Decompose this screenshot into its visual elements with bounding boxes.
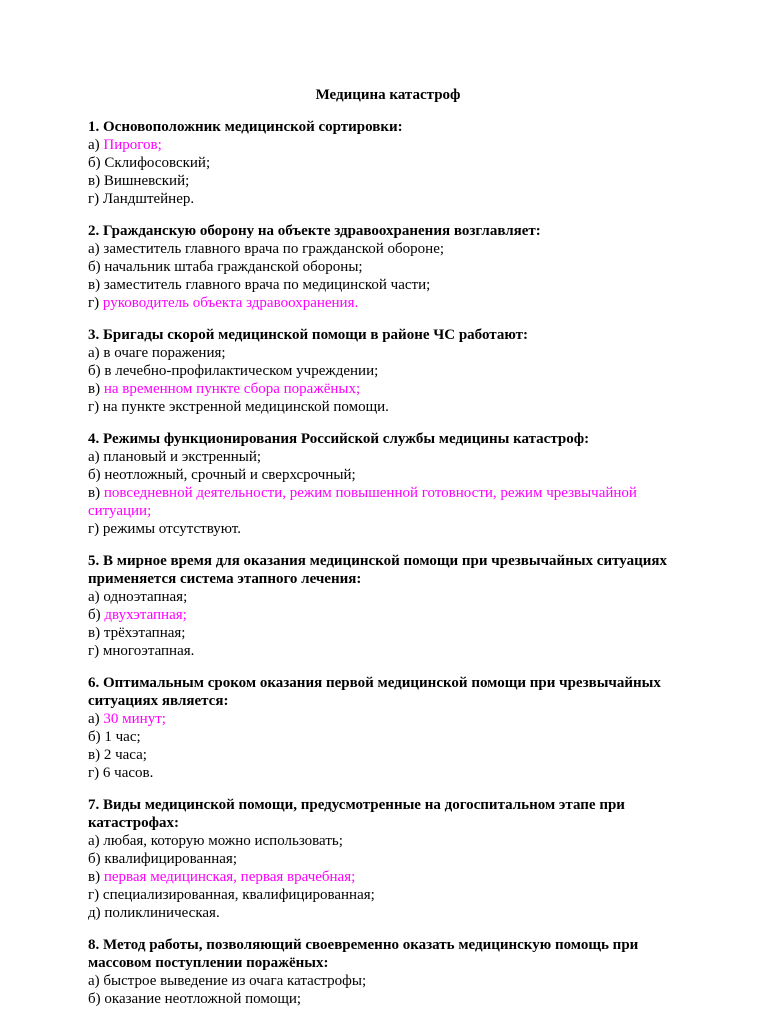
document-title: Медицина катастроф [315, 87, 461, 103]
answer-option [88, 990, 688, 1008]
answer-text: Вишневский; [100, 173, 190, 189]
answer-option [88, 466, 688, 484]
answer-letter: б) [88, 729, 101, 745]
answer-option [88, 972, 688, 990]
answer-option [88, 642, 688, 660]
answer-letter: в) [88, 869, 101, 885]
answer-text: 6 часов. [99, 765, 154, 781]
answer-letter: а) [88, 345, 100, 361]
answer-option [88, 624, 688, 642]
answer-letter: а) [88, 973, 100, 989]
answer-option-correct [88, 868, 688, 886]
answer-option [88, 764, 688, 782]
answer-option [88, 886, 688, 904]
question-list [88, 118, 688, 1008]
answer-letter: г) [88, 191, 100, 207]
answer-option [88, 398, 688, 416]
question-text: 8. Метод работы, позволяющий своевременно оказать медицинскую помощь при массовом поступлении поражёных: [88, 937, 639, 971]
answer-letter: в) [88, 381, 101, 397]
answer-option [88, 190, 688, 208]
answer-letter: б) [88, 851, 101, 867]
document-page [88, 86, 688, 1022]
answer-option [88, 728, 688, 746]
answer-letter: в) [88, 277, 101, 293]
answer-text: 30 минут; [99, 711, 166, 727]
answer-text: специализированная, квалифицированная; [99, 887, 375, 903]
answer-letter: в) [88, 747, 101, 763]
answer-letter: г) [88, 643, 100, 659]
question-8 [88, 936, 688, 1008]
answer-letter: г) [88, 887, 100, 903]
answer-text: оказание неотложной помощи; [100, 991, 302, 1007]
answer-letter: б) [88, 467, 101, 483]
question-text: 1. Основоположник медицинской сортировки: [88, 119, 403, 135]
answer-option [88, 904, 688, 922]
answer-text: поликлиническая. [100, 905, 220, 921]
answer-text: начальник штаба гражданской обороны; [100, 259, 363, 275]
answer-letter: г) [88, 521, 100, 537]
answer-letter: а) [88, 711, 100, 727]
answer-option [88, 172, 688, 190]
answer-option-correct [88, 136, 688, 154]
answer-option-correct [88, 380, 688, 398]
question-6 [88, 674, 688, 782]
answer-letter: б) [88, 155, 101, 171]
answer-text: на пункте экстренной медицинской помощи. [99, 399, 389, 415]
answer-letter: д) [88, 905, 101, 921]
answer-text: 1 час; [100, 729, 141, 745]
answer-option [88, 520, 688, 538]
question-text: 5. В мирное время для оказания медицинской помощи при чрезвычайных ситуациях применяется система этапного лечения: [88, 553, 667, 587]
answer-text: любая, которую можно использовать; [99, 833, 343, 849]
answer-option-correct [88, 710, 688, 728]
answer-text: квалифицированная; [100, 851, 237, 867]
answer-option [88, 362, 688, 380]
answer-option [88, 344, 688, 362]
question-2 [88, 222, 688, 312]
answer-letter: в) [88, 625, 101, 641]
question-text: 6. Оптимальным сроком оказания первой медицинской помощи при чрезвычайных ситуациях является: [88, 675, 661, 709]
answer-letter: а) [88, 449, 100, 465]
answer-letter: в) [88, 173, 101, 189]
answer-text: одноэтапная; [99, 589, 188, 605]
answer-text: руководитель объекта здравоохранения. [99, 295, 359, 311]
answer-text: заместитель главного врача по гражданской обороне; [99, 241, 445, 257]
answer-text: в очаге поражения; [99, 345, 226, 361]
answer-option [88, 850, 688, 868]
answer-option [88, 448, 688, 466]
answer-letter: б) [88, 991, 101, 1007]
answer-letter: г) [88, 295, 100, 311]
answer-letter: г) [88, 765, 100, 781]
question-1 [88, 118, 688, 208]
answer-text: плановый и экстренный; [99, 449, 262, 465]
answer-option-correct [88, 606, 688, 624]
question-text: 2. Гражданскую оборону на объекте здравоохранения возглавляет: [88, 223, 541, 239]
answer-text: заместитель главного врача по медицинской части; [100, 277, 431, 293]
answer-text: Пирогов; [99, 137, 162, 153]
answer-letter: а) [88, 137, 100, 153]
question-3 [88, 326, 688, 416]
answer-option [88, 276, 688, 294]
answer-option-correct [88, 294, 688, 312]
question-text: 7. Виды медицинской помощи, предусмотренные на догоспитальном этапе при катастрофах: [88, 797, 625, 831]
answer-text: повседневной деятельности, режим повышенной готовности, режим чрезвычайной ситуации; [88, 485, 637, 519]
answer-option [88, 258, 688, 276]
answer-letter: а) [88, 241, 100, 257]
answer-letter: б) [88, 363, 101, 379]
answer-text: двухэтапная; [100, 607, 187, 623]
answer-letter: б) [88, 607, 101, 623]
answer-text: быстрое выведение из очага катастрофы; [99, 973, 367, 989]
question-text: 4. Режимы функционирования Российской службы медицины катастроф: [88, 431, 590, 447]
answer-text: в лечебно-профилактическом учреждении; [100, 363, 379, 379]
answer-letter: а) [88, 833, 100, 849]
answer-text: Ландштейнер. [99, 191, 195, 207]
answer-text: Склифосовский; [100, 155, 211, 171]
answer-text: 2 часа; [100, 747, 147, 763]
answer-option [88, 240, 688, 258]
answer-option [88, 746, 688, 764]
answer-letter: г) [88, 399, 100, 415]
answer-letter: в) [88, 485, 101, 501]
answer-text: режимы отсутствуют. [99, 521, 241, 537]
answer-letter: а) [88, 589, 100, 605]
answer-text: неотложный, срочный и сверхсрочный; [100, 467, 356, 483]
answer-text: на временном пункте сбора поражёных; [100, 381, 361, 397]
answer-option [88, 154, 688, 172]
answer-text: трёхэтапная; [100, 625, 186, 641]
question-7 [88, 796, 688, 922]
answer-option [88, 832, 688, 850]
answer-text: многоэтапная. [99, 643, 195, 659]
question-4 [88, 430, 688, 538]
question-text: 3. Бригады скорой медицинской помощи в районе ЧС работают: [88, 327, 528, 343]
answer-option [88, 588, 688, 606]
answer-option-correct [88, 484, 688, 520]
answer-letter: б) [88, 259, 101, 275]
question-5 [88, 552, 688, 660]
answer-text: первая медицинская, первая врачебная; [100, 869, 356, 885]
